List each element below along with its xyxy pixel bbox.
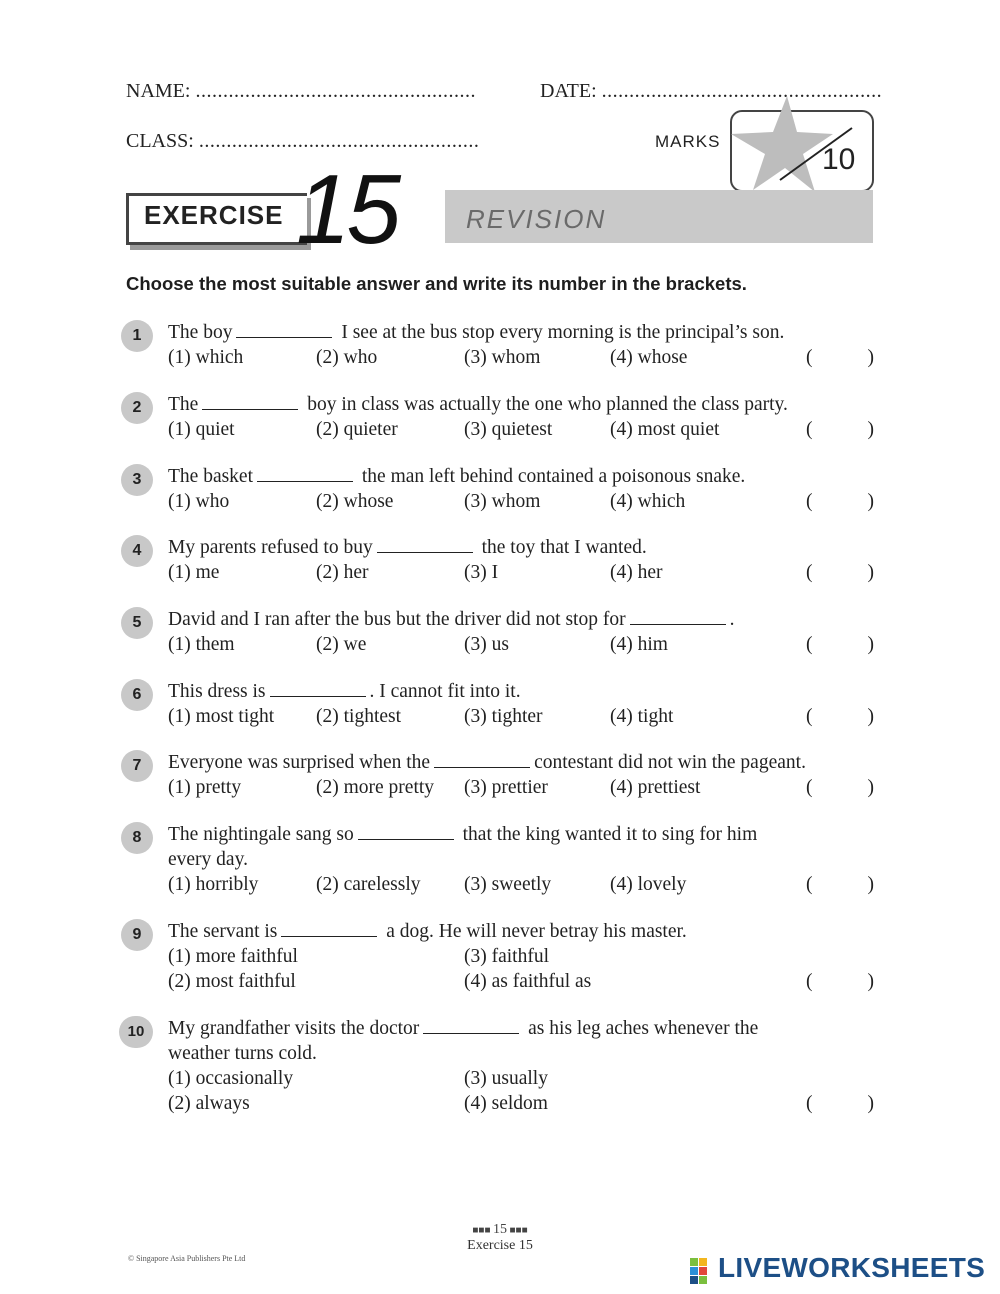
answer-option: (2) her	[316, 562, 369, 583]
question-text	[168, 681, 521, 703]
page-number: 15	[493, 1222, 507, 1237]
bracket-open: (	[806, 971, 813, 992]
instructions: Choose the most suitable answer and write its number in the brackets.	[126, 273, 747, 294]
question-text	[168, 466, 745, 488]
name-blank[interactable]: ...................................................	[195, 80, 476, 102]
answer-option: (4) him	[610, 634, 668, 655]
question-text-part: that the king wanted it to sing for him	[457, 824, 758, 845]
question-text-part: The nightingale sang so	[168, 824, 354, 845]
answer-option: (4) as faithful as	[464, 971, 592, 992]
bracket-close: )	[867, 706, 874, 727]
bracket-open: (	[806, 777, 813, 798]
question-text-part: contestant did not win the pageant.	[534, 752, 806, 773]
question-text-part: .	[729, 609, 735, 630]
answer-option: (3) usually	[464, 1068, 548, 1089]
question-text-part: The servant is	[168, 921, 278, 942]
bracket-close: )	[867, 1093, 874, 1114]
answer-option: (3) whom	[464, 347, 541, 368]
answer-option: (1) most tight	[168, 706, 275, 727]
name-label: NAME:	[126, 80, 191, 102]
answer-option: (2) carelessly	[316, 874, 421, 895]
question-number-badge: 1	[121, 320, 153, 352]
question-text	[168, 609, 734, 631]
question-text-part: The basket	[168, 466, 254, 487]
question-text-part: every day.	[168, 849, 248, 870]
answer-option: (4) whose	[610, 347, 688, 368]
bracket-open: (	[806, 706, 813, 727]
question-number-badge: 9	[121, 919, 153, 951]
liveworksheets-logo: LIVEWORKSHEETS	[718, 1252, 986, 1283]
footer-exercise-label: Exercise 15	[467, 1238, 533, 1253]
question-number-badge: 8	[121, 822, 153, 854]
exercise-number: 15	[296, 154, 398, 264]
bracket-open: (	[806, 562, 813, 583]
answer-blank	[270, 682, 366, 697]
class-field	[126, 130, 479, 153]
question-number-badge: 5	[121, 607, 153, 639]
answer-blank	[281, 922, 377, 937]
answer-option: (4) which	[610, 491, 686, 512]
answer-option: (2) more pretty	[316, 777, 435, 798]
question-text	[168, 824, 757, 846]
bracket-open: (	[806, 634, 813, 655]
answer-option: (3) faithful	[464, 946, 550, 967]
name-field	[126, 80, 476, 103]
answer-option: (4) seldom	[464, 1093, 548, 1114]
question-number-badge: 10	[119, 1016, 153, 1048]
question-text-part: The boy	[168, 322, 233, 343]
revision-title: REVISION	[466, 204, 607, 234]
question-text-part: Everyone was surprised when the	[168, 752, 431, 773]
answer-option: (3) tighter	[464, 706, 543, 727]
answer-blank	[202, 395, 298, 410]
answer-option: (1) occasionally	[168, 1068, 294, 1089]
question-number-badge: 4	[121, 535, 153, 567]
bracket-open: (	[806, 419, 813, 440]
answer-blank	[434, 753, 530, 768]
question-text-part: My parents refused to buy	[168, 537, 373, 558]
answer-option: (2) tightest	[316, 706, 402, 727]
question-text-part: . I cannot fit into it.	[369, 681, 521, 702]
answer-option: (4) prettiest	[610, 777, 701, 798]
question-text-part: the toy that I wanted.	[476, 537, 647, 558]
question-text-part: the man left behind contained a poisonous snake.	[357, 466, 746, 487]
answer-option: (3) whom	[464, 491, 541, 512]
answer-blank	[236, 323, 332, 338]
date-label: DATE:	[540, 80, 597, 102]
bracket-close: )	[867, 347, 874, 368]
answer-blank	[630, 610, 726, 625]
question-text	[168, 394, 788, 416]
question-text-part: as his leg aches whenever the	[523, 1018, 759, 1039]
answer-option: (1) which	[168, 347, 244, 368]
marks-label: MARKS	[655, 132, 721, 151]
question-text-part: I see at the bus stop every morning is the principal’s son.	[336, 322, 785, 343]
answer-blank	[257, 467, 353, 482]
answer-option: (2) quieter	[316, 419, 398, 440]
bracket-open: (	[806, 874, 813, 895]
answer-option: (3) us	[464, 634, 509, 655]
question-number-badge: 2	[121, 392, 153, 424]
date-blank[interactable]: ...................................................	[601, 80, 883, 102]
question-text	[168, 752, 806, 774]
answer-blank	[377, 538, 473, 553]
answer-option: (4) her	[610, 562, 663, 583]
class-label: CLASS:	[126, 130, 194, 152]
question-text-part: David and I ran after the bus but the driver did not stop for	[168, 609, 626, 630]
question-text-part: boy in class was actually the one who planned the class party.	[302, 394, 788, 415]
class-blank[interactable]: ...................................................	[198, 130, 480, 152]
answer-option: (1) pretty	[168, 777, 242, 798]
answer-blank	[358, 825, 454, 840]
liveworksheets-logo-icon	[690, 1258, 716, 1284]
question-text	[168, 322, 784, 344]
copyright-text: © Singapore Asia Publishers Pte Ltd	[128, 1254, 246, 1263]
answer-option: (2) always	[168, 1093, 250, 1114]
question-number-badge: 6	[121, 679, 153, 711]
question-text-part: weather turns cold.	[168, 1043, 317, 1064]
answer-option: (4) tight	[610, 706, 674, 727]
answer-option: (2) most faithful	[168, 971, 296, 992]
question-text-part: The	[168, 394, 199, 415]
question-text	[168, 849, 248, 871]
answer-option: (3) sweetly	[464, 874, 552, 895]
footer-ornament-left-icon: ■■■	[472, 1225, 493, 1236]
bracket-close: )	[867, 419, 874, 440]
question-number-badge: 7	[121, 750, 153, 782]
answer-option: (4) most quiet	[610, 419, 720, 440]
marks-total: 10	[822, 143, 856, 176]
bracket-close: )	[867, 971, 874, 992]
bracket-close: )	[867, 777, 874, 798]
answer-option: (1) horribly	[168, 874, 259, 895]
bracket-open: (	[806, 1093, 813, 1114]
bracket-close: )	[867, 562, 874, 583]
answer-option: (2) we	[316, 634, 367, 655]
bracket-open: (	[806, 347, 813, 368]
answer-option: (1) who	[168, 491, 230, 512]
answer-option: (1) more faithful	[168, 946, 298, 967]
answer-option: (2) who	[316, 347, 378, 368]
answer-blank	[423, 1019, 519, 1034]
answer-option: (1) quiet	[168, 419, 235, 440]
answer-option: (1) me	[168, 562, 220, 583]
answer-option: (1) them	[168, 634, 235, 655]
answer-option: (4) lovely	[610, 874, 687, 895]
footer-ornament-right-icon: ■■■	[507, 1225, 528, 1236]
footer-page-number	[455, 1222, 545, 1238]
answer-option: (3) I	[464, 562, 499, 583]
question-text-part: a dog. He will never betray his master.	[381, 921, 687, 942]
answer-option: (3) quietest	[464, 419, 553, 440]
question-text-part: This dress is	[168, 681, 266, 702]
bracket-close: )	[867, 874, 874, 895]
exercise-word: EXERCISE	[144, 200, 284, 230]
bracket-close: )	[867, 491, 874, 512]
question-text	[168, 1018, 758, 1040]
answer-option: (2) whose	[316, 491, 394, 512]
question-text	[168, 921, 687, 943]
question-number-badge: 3	[121, 464, 153, 496]
bracket-close: )	[867, 634, 874, 655]
question-text	[168, 537, 647, 559]
question-text	[168, 1043, 317, 1065]
answer-option: (3) prettier	[464, 777, 548, 798]
question-text-part: My grandfather visits the doctor	[168, 1018, 420, 1039]
bracket-open: (	[806, 491, 813, 512]
